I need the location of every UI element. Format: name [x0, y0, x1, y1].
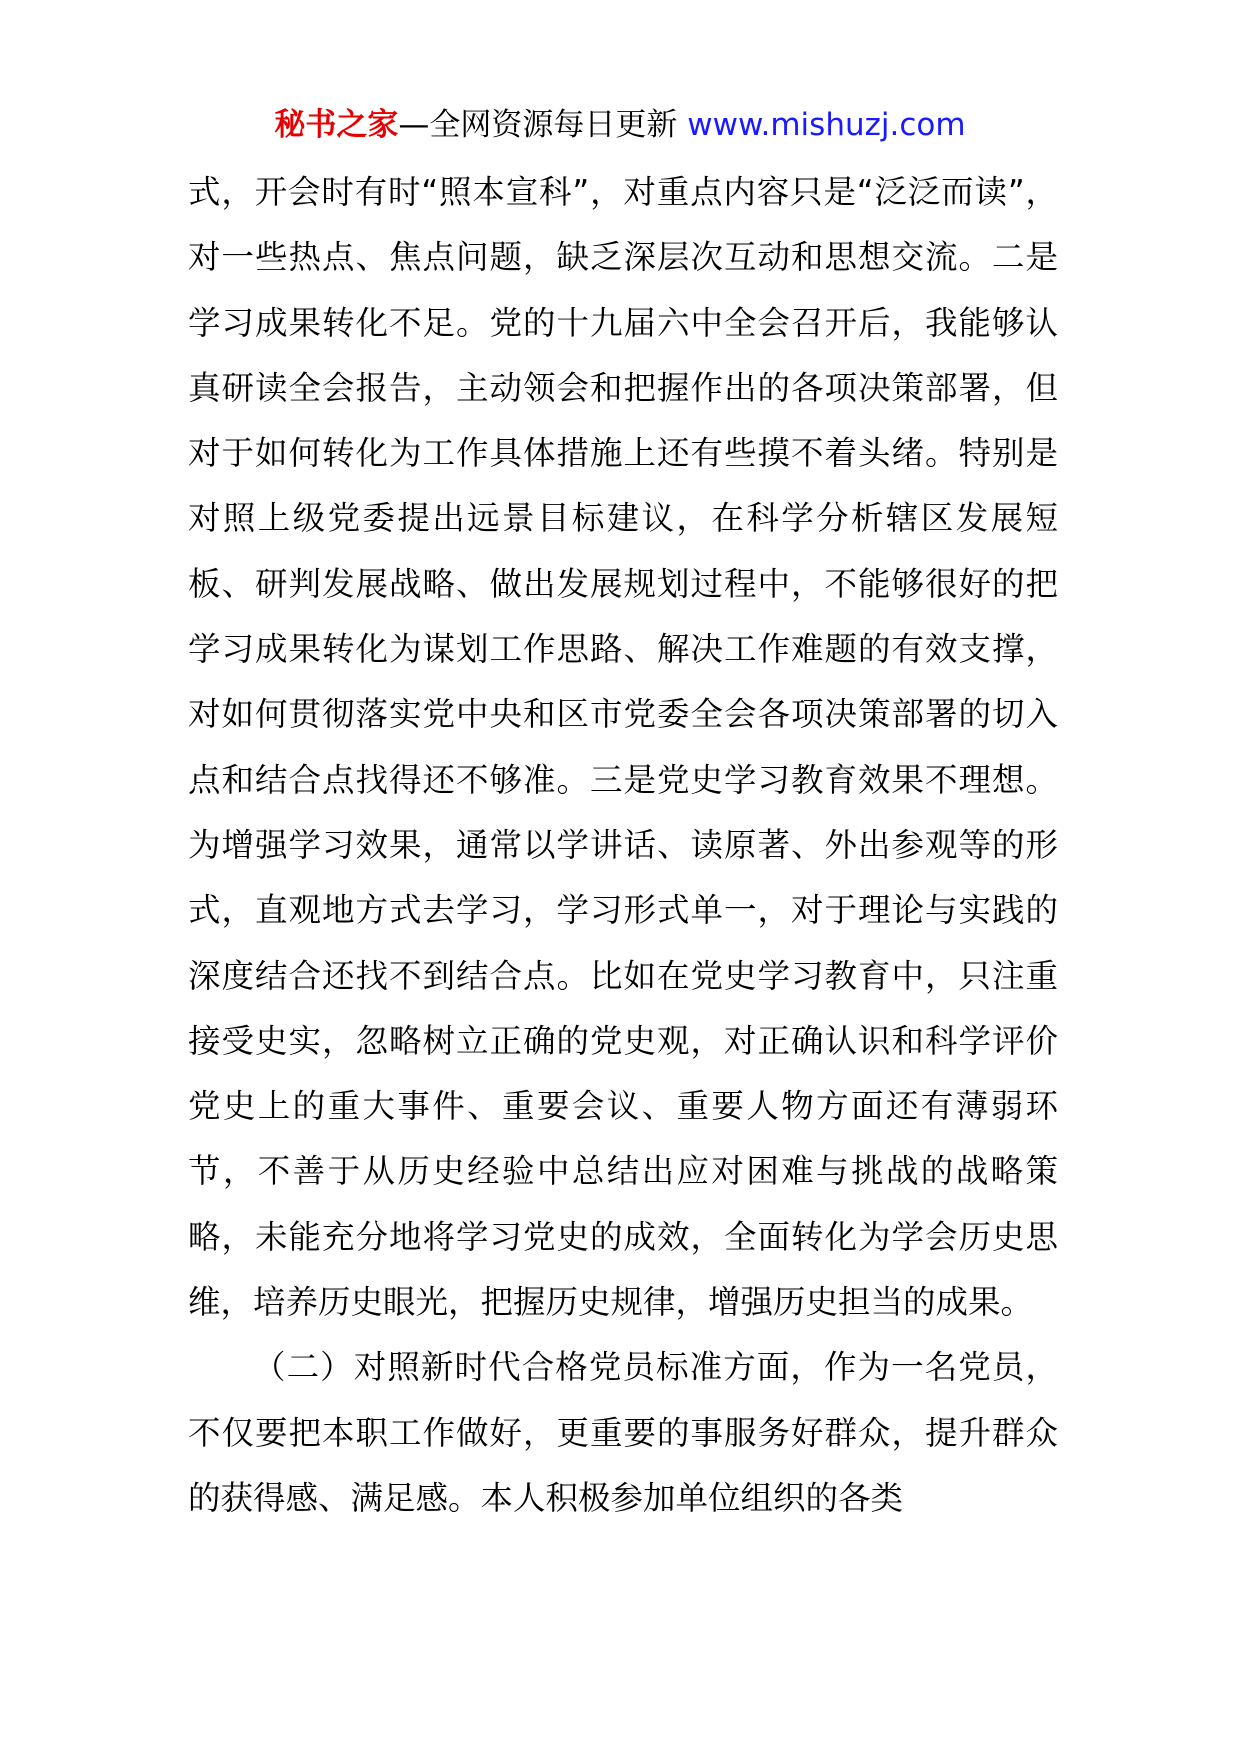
paragraph-section-two: （二）对照新时代合格党员标准方面，作为一名党员，不仅要把本职工作做好，更重要的事服务好群众，提升群众的获得感、满足感。本人积极参加单位组织的各类: [188, 1348, 1058, 1517]
paragraph-continuation: 式，开会时有时“照本宣科”，对重点内容只是“泛泛而读”，对一些热点、焦点问题，缺乏深层次互动和思想交流。二是学习成果转化不足。党的十九届六中全会召开后，我能够认真研读全会报告，主动领会和把握作出的各项决策部署，但对于如何转化为工作具体措施上还有些摸不着头绪。特别是对照上级党委提出远景目标建议，在科学分析辖区发展短板、研判发展战略、做出发展规划过程中，不能够很好的把学习成果转化为谋划工作思路、解决工作难题的有效支撑，对如何贯彻落实党中央和区市党委全会各项决策部署的切入点和结合点找得还不够准。三是党史学习教育效果不理想。为增强学习效果，通常以学讲话、读原著、外出参观等的形式，直观地方式去学习，学习形式单一，对于理论与实践的深度结合还找不到结合点。比如在党史学习教育中，只注重接受史实，忽略树立正确的党史观，对正确认识和科学评价党史上的重大事件、重要会议、重要人物方面还有薄弱环节，不善于从历史经验中总结出应对困难与挑战的战略策略，未能充分地将学习党史的成效，全面转化为学会历史思维，培养历史眼光，把握历史规律，增强历史担当的成果。: [188, 173, 1058, 1322]
header-brand: 秘书之家: [274, 107, 399, 143]
header-tagline: —全网资源每日更新: [398, 107, 688, 143]
document-body: [188, 160, 1058, 1531]
page-header: [0, 103, 1240, 147]
header-url-link[interactable]: www.mishuzj.com: [687, 107, 966, 143]
